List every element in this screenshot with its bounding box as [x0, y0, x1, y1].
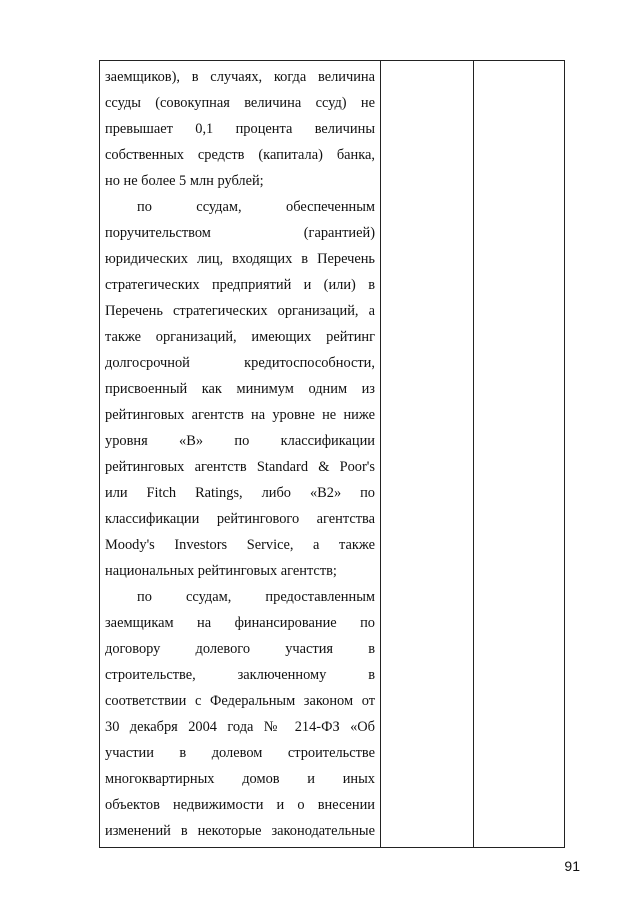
- text-line: объектов недвижимости и о внесении: [105, 797, 375, 813]
- text-line: присвоенный как минимум одним из: [105, 381, 375, 397]
- text-line: ссуды (совокупная величина ссуд) не: [105, 95, 375, 111]
- text-line: юридических лиц, входящих в Перечень: [105, 251, 375, 267]
- text-line: по ссудам, предоставленным: [137, 589, 375, 605]
- text-line: или Fitch Ratings, либо «В2» по: [105, 485, 375, 501]
- text-line: стратегических предприятий и (или) в: [105, 277, 375, 293]
- paragraph-3: [105, 584, 375, 844]
- text-column: [100, 61, 381, 847]
- text-line: строительстве, заключенному в: [105, 667, 375, 683]
- text-line: заемщикам на финансирование по: [105, 615, 375, 631]
- text-line: участии в долевом строительстве: [105, 745, 375, 761]
- document-table: [99, 60, 565, 848]
- text-line: собственных средств (капитала) банка,: [105, 147, 375, 163]
- text-line: Перечень стратегических организаций, а: [105, 303, 375, 319]
- text-line: многоквартирных домов и иных: [105, 771, 375, 787]
- paragraph-2: [105, 194, 375, 584]
- text-line: заемщиков), в случаях, когда величина: [105, 69, 375, 85]
- text-line: рейтинговых агентств Standard & Poor's: [105, 459, 375, 475]
- text-line: рейтинговых агентств на уровне не ниже: [105, 407, 375, 423]
- text-line: национальных рейтинговых агентств;: [105, 563, 337, 579]
- page-number: 91: [564, 858, 580, 874]
- text-line: классификации рейтингового агентства: [105, 511, 375, 527]
- text-line: но не более 5 млн рублей;: [105, 173, 264, 189]
- text-line: по ссудам, обеспеченным: [137, 199, 375, 215]
- text-line: договору долевого участия в: [105, 641, 375, 657]
- text-line: изменений в некоторые законодательные: [105, 823, 375, 839]
- empty-column-2: [381, 61, 474, 847]
- text-line: поручительством (гарантией): [105, 225, 375, 241]
- text-line: долгосрочной кредитоспособности,: [105, 355, 375, 371]
- paragraph-1: [105, 64, 375, 194]
- text-line: 30 декабря 2004 года № 214-ФЗ «Об: [105, 719, 375, 735]
- text-line: превышает 0,1 процента величины: [105, 121, 375, 137]
- text-line: Moody's Investors Service, а также: [105, 537, 375, 553]
- empty-column-3: [474, 61, 564, 847]
- text-line: также организаций, имеющих рейтинг: [105, 329, 375, 345]
- text-line: соответствии с Федеральным законом от: [105, 693, 375, 709]
- text-line: уровня «В» по классификации: [105, 433, 375, 449]
